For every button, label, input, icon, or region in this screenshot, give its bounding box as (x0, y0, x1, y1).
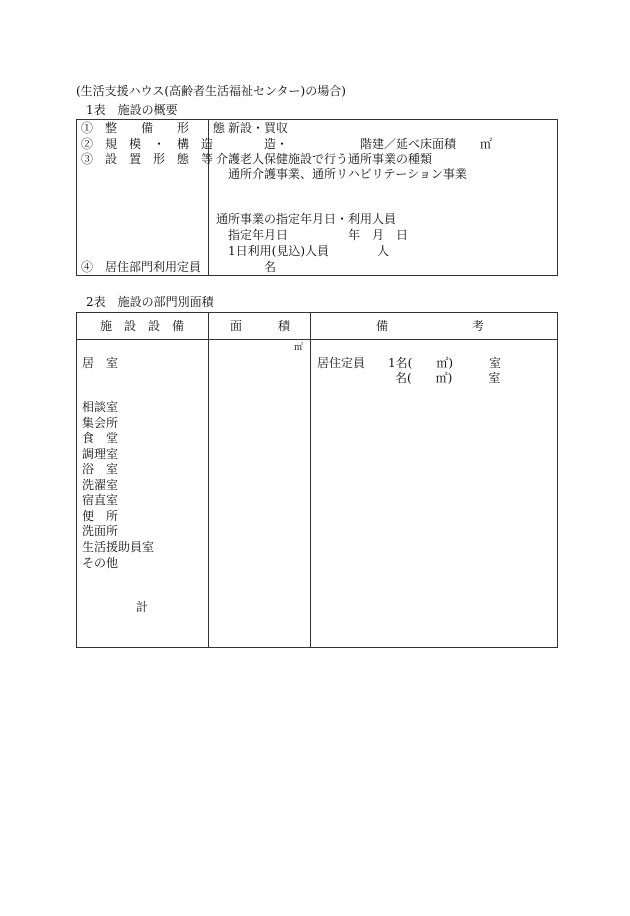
room-label: 居 室 (82, 356, 119, 370)
label-structure: ② 規 模 ・ 構 造 (81, 137, 214, 151)
designation-label: 通所事業の指定年月日・利用人員 (216, 212, 397, 226)
header-divider (76, 339, 557, 340)
header-facility: 施 設 設 備 (100, 319, 185, 333)
room-label: 集会所 (82, 416, 119, 430)
room-label: 食 堂 (82, 431, 119, 445)
service-kind: 通所介護事業、通所リハビリテーション事業 (228, 167, 467, 181)
header-remarks: 備 考 (376, 319, 485, 333)
table2-title: 2表 施設の部門別面積 (86, 295, 214, 309)
divider (310, 312, 311, 647)
label-capacity: ④ 居住部門利用定員 (81, 260, 202, 274)
service-kind-label: 介護老人保健施設で行う通所事業の種類 (216, 152, 433, 166)
capacity-value: 名 (264, 260, 277, 274)
room-label: 宿直室 (82, 493, 119, 507)
area-unit: ㎡ (294, 343, 304, 353)
room-label: 洗濯室 (82, 478, 119, 492)
room-label: 洗面所 (82, 524, 119, 538)
remarks-line1: 1名( ㎡) 室 (388, 356, 501, 370)
daily-users: 1日利用(見込)人員 人 (228, 244, 389, 258)
remarks-line2: 名( ㎡) 室 (395, 371, 501, 385)
remarks-label: 居住定員 (317, 356, 366, 370)
room-label: 生活援助員室 (82, 540, 155, 554)
room-label: 便 所 (82, 509, 119, 523)
room-label: 相談室 (82, 400, 119, 414)
label-setup: ③ 設 置 形 態 等 (81, 152, 214, 166)
heading: (生活支援ハウス(高齢者生活福祉センター)の場合) (76, 84, 346, 98)
divider (208, 312, 209, 647)
table1-title: 1表 施設の概要 (86, 103, 178, 117)
label-type: ① 整 備 形 態 (81, 121, 226, 135)
value-structure: 造・ 階建／延べ床面積 ㎡ (264, 137, 493, 151)
room-label: 浴 室 (82, 462, 119, 476)
value-type: 新設・買収 (228, 121, 289, 135)
room-label: 調理室 (82, 447, 119, 461)
header-area: 面 積 (230, 319, 291, 333)
designation-date: 指定年月日 年 月 日 (228, 228, 409, 242)
total-label: 計 (136, 600, 149, 614)
room-label: その他 (82, 556, 119, 570)
